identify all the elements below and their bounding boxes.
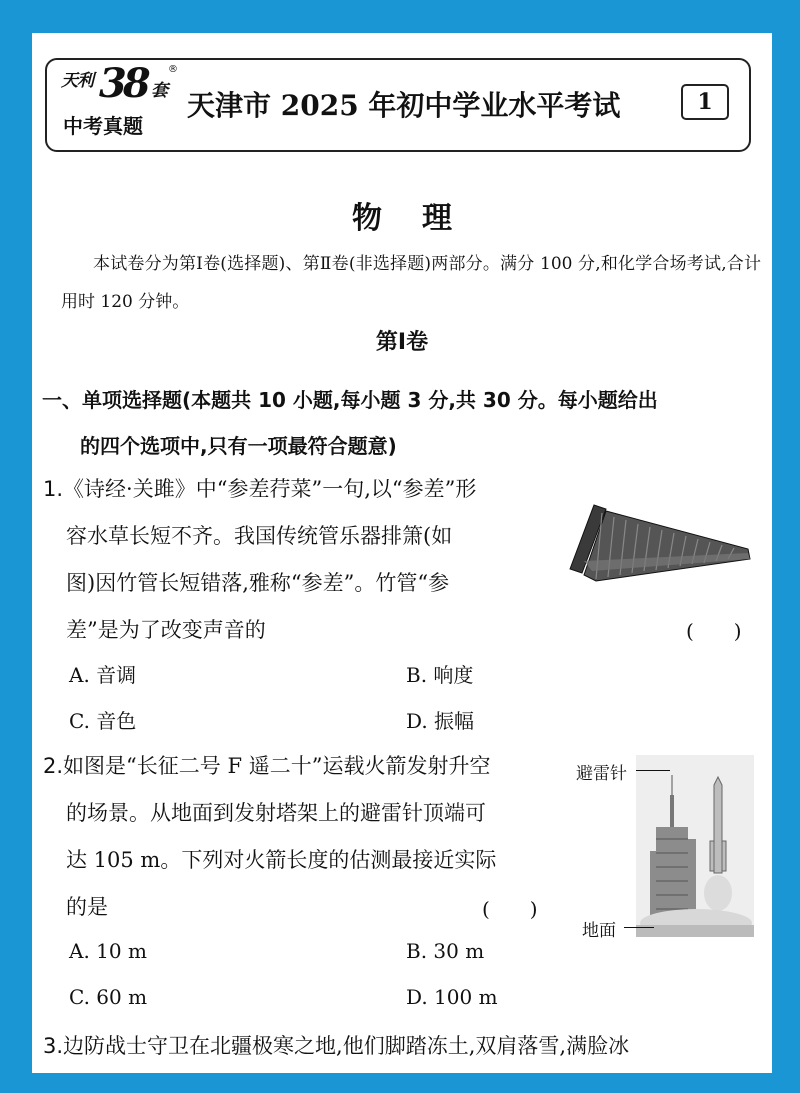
logo-subtitle: 中考真题 [63, 114, 143, 138]
registered-mark: ® [168, 64, 178, 75]
leader-line [636, 770, 670, 771]
intro-text: 本试卷分为第Ⅰ卷(选择题)、第Ⅱ卷(非选择题)两部分。满分 100 分,和化学合场考试,合计用时 120 分钟。 [61, 254, 761, 312]
rocket-launch-image [636, 755, 754, 937]
option-d: D. 振幅 [406, 709, 475, 733]
brand-logo [61, 60, 179, 146]
subject-title: 物理 [352, 201, 492, 236]
option-a: A. 10 m [69, 939, 147, 963]
question-line: 《诗经·关雎》中“参差荇菜”一句,以“参差”形 [63, 477, 477, 501]
section-line-2: 的四个选项中,只有一项最符合题意) [80, 434, 397, 458]
section-line-1: 一、单项选择题(本题共 10 小题,每小题 3 分,共 30 分。每小题给出 [42, 388, 658, 412]
exam-page [32, 33, 772, 1073]
answer-parentheses: ( ) [686, 619, 742, 643]
question-line: 差”是为了改变声音的 [66, 618, 266, 642]
question-number: 3. [43, 1034, 64, 1058]
label-ground: 地面 [582, 921, 616, 941]
question-line: 的是 [66, 895, 108, 919]
exam-header [45, 58, 751, 152]
logo-brand: 天利 [61, 71, 93, 91]
question-line: 边防战士守卫在北疆极寒之地,他们脚踏冻土,双肩落雪,满脸冰 [63, 1034, 630, 1058]
question-line: 达 105 m。下列对火箭长度的估测最接近实际 [66, 848, 497, 872]
question-number: 1. [43, 477, 64, 501]
question-number: 2. [43, 754, 64, 778]
question-line: 图)因竹管长短错落,雅称“参差”。竹管“参 [66, 571, 450, 595]
question-line: 如图是“长征二号 F 遥二十”运载火箭发射升空 [63, 754, 491, 778]
paper-number: 1 [681, 84, 729, 120]
option-b: B. 30 m [406, 939, 485, 963]
option-b: B. 响度 [406, 663, 474, 687]
section-heading [42, 377, 764, 469]
question-line: 的场景。从地面到发射塔架上的避雷针顶端可 [66, 801, 486, 825]
option-c: C. 60 m [69, 985, 148, 1009]
question-1 [43, 466, 563, 654]
question-line: 容水草长短不齐。我国传统管乐器排箫(如 [66, 524, 453, 548]
question-3 [43, 1023, 768, 1070]
option-a: A. 音调 [69, 663, 137, 687]
logo-number: 38 [99, 60, 147, 107]
panpipe-image [562, 491, 757, 591]
answer-parentheses: ( ) [482, 897, 538, 921]
leader-line [624, 927, 654, 928]
logo-tao: 套 [151, 81, 168, 101]
part-title: 第Ⅰ卷 [375, 330, 429, 355]
exam-title: 天津市 2025 年初中学业水平考试 [187, 89, 621, 122]
option-d: D. 100 m [406, 985, 498, 1009]
label-lightning-rod: 避雷针 [576, 764, 627, 784]
option-c: C. 音色 [69, 709, 137, 733]
